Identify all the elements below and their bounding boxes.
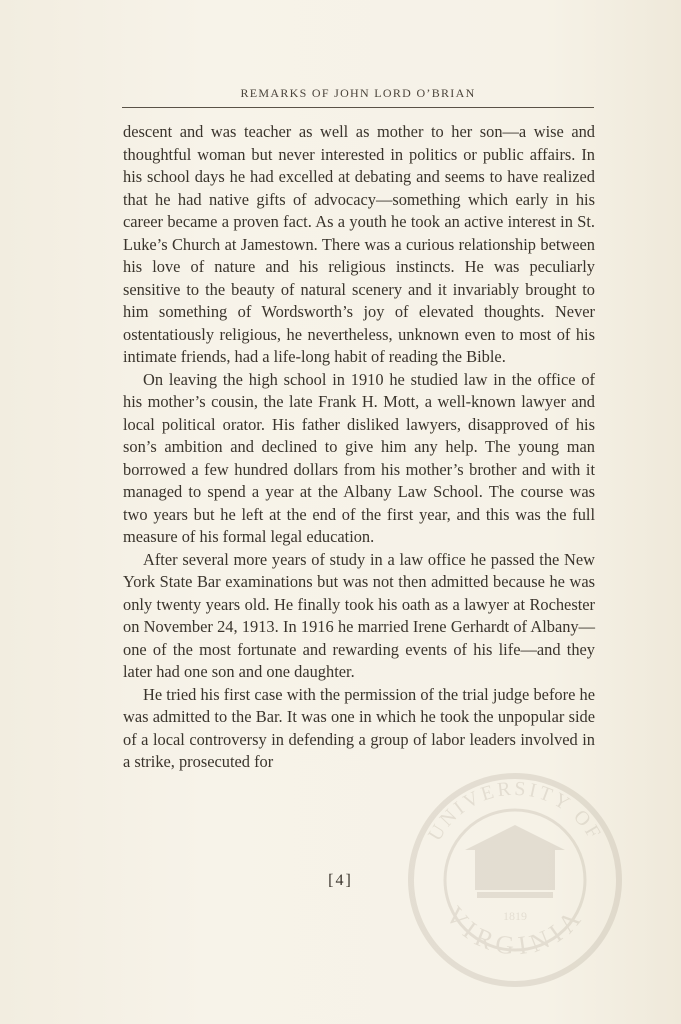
paragraph-4: He tried his first case with the permission of the trial judge before he was admitted to the Bar. It was one in which he took the unpopular side of a local controversy in defending a group of labor leaders involved in a strike, prosecuted for <box>123 684 595 771</box>
university-seal-watermark <box>405 770 625 990</box>
header-rule <box>122 107 594 108</box>
paragraph-1: descent and was teacher as well as mother to her son—a wise and thoughtful woman but never interested in politics or public affairs. In his school days he had excelled at debating and seems to have realized that he had native gifts of advocacy—something which early in his career became a proven fact. As a youth he took an active interest in St. Luke’s Church at Jamestown. There was a curious relationship between his love of nature and his religious instincts. He was peculiarly sensitive to the beauty of natural scenery and it invariably brought to him something of Wordsworth’s joy of elevated thoughts. Never ostentatiously religious, he nevertheless, unknown even to most of his intimate friends, had a life-long habit of reading the Bible. <box>123 122 595 366</box>
paragraph-3: After several more years of study in a law office he passed the New York State Bar examinations but was not then admitted because he was only twenty years old. He finally took his oath as a lawyer at Rochester on November 24, 1913. In 1916 he married Irene Gerhardt of Albany—one of the most fortunate and rewarding events of his life—and they later had one son and one daughter. <box>123 549 595 681</box>
page-number: [4] <box>328 872 353 889</box>
paragraph-2: On leaving the high school in 1910 he studied law in the office of his mother’s cousin, the late Frank H. Mott, a well-known lawyer and local political orator. His father disliked lawyers, disapproved of his son’s ambition and declined to give him any help. The young man borrowed a few hundred dollars from his mother’s brother and with it managed to spend a year at the Albany Law School. The course was two years but he left at the end of the first year, and this was the full measure of his formal legal education. <box>123 369 595 546</box>
seal-text-top: UNIVERSITY OF <box>423 777 607 845</box>
body-text <box>123 121 595 774</box>
seal-year: 1819 <box>503 909 527 923</box>
running-head: REMARKS OF JOHN LORD O’BRIAN <box>240 86 476 100</box>
seal-text-bottom: VIRGINIA <box>439 900 591 961</box>
